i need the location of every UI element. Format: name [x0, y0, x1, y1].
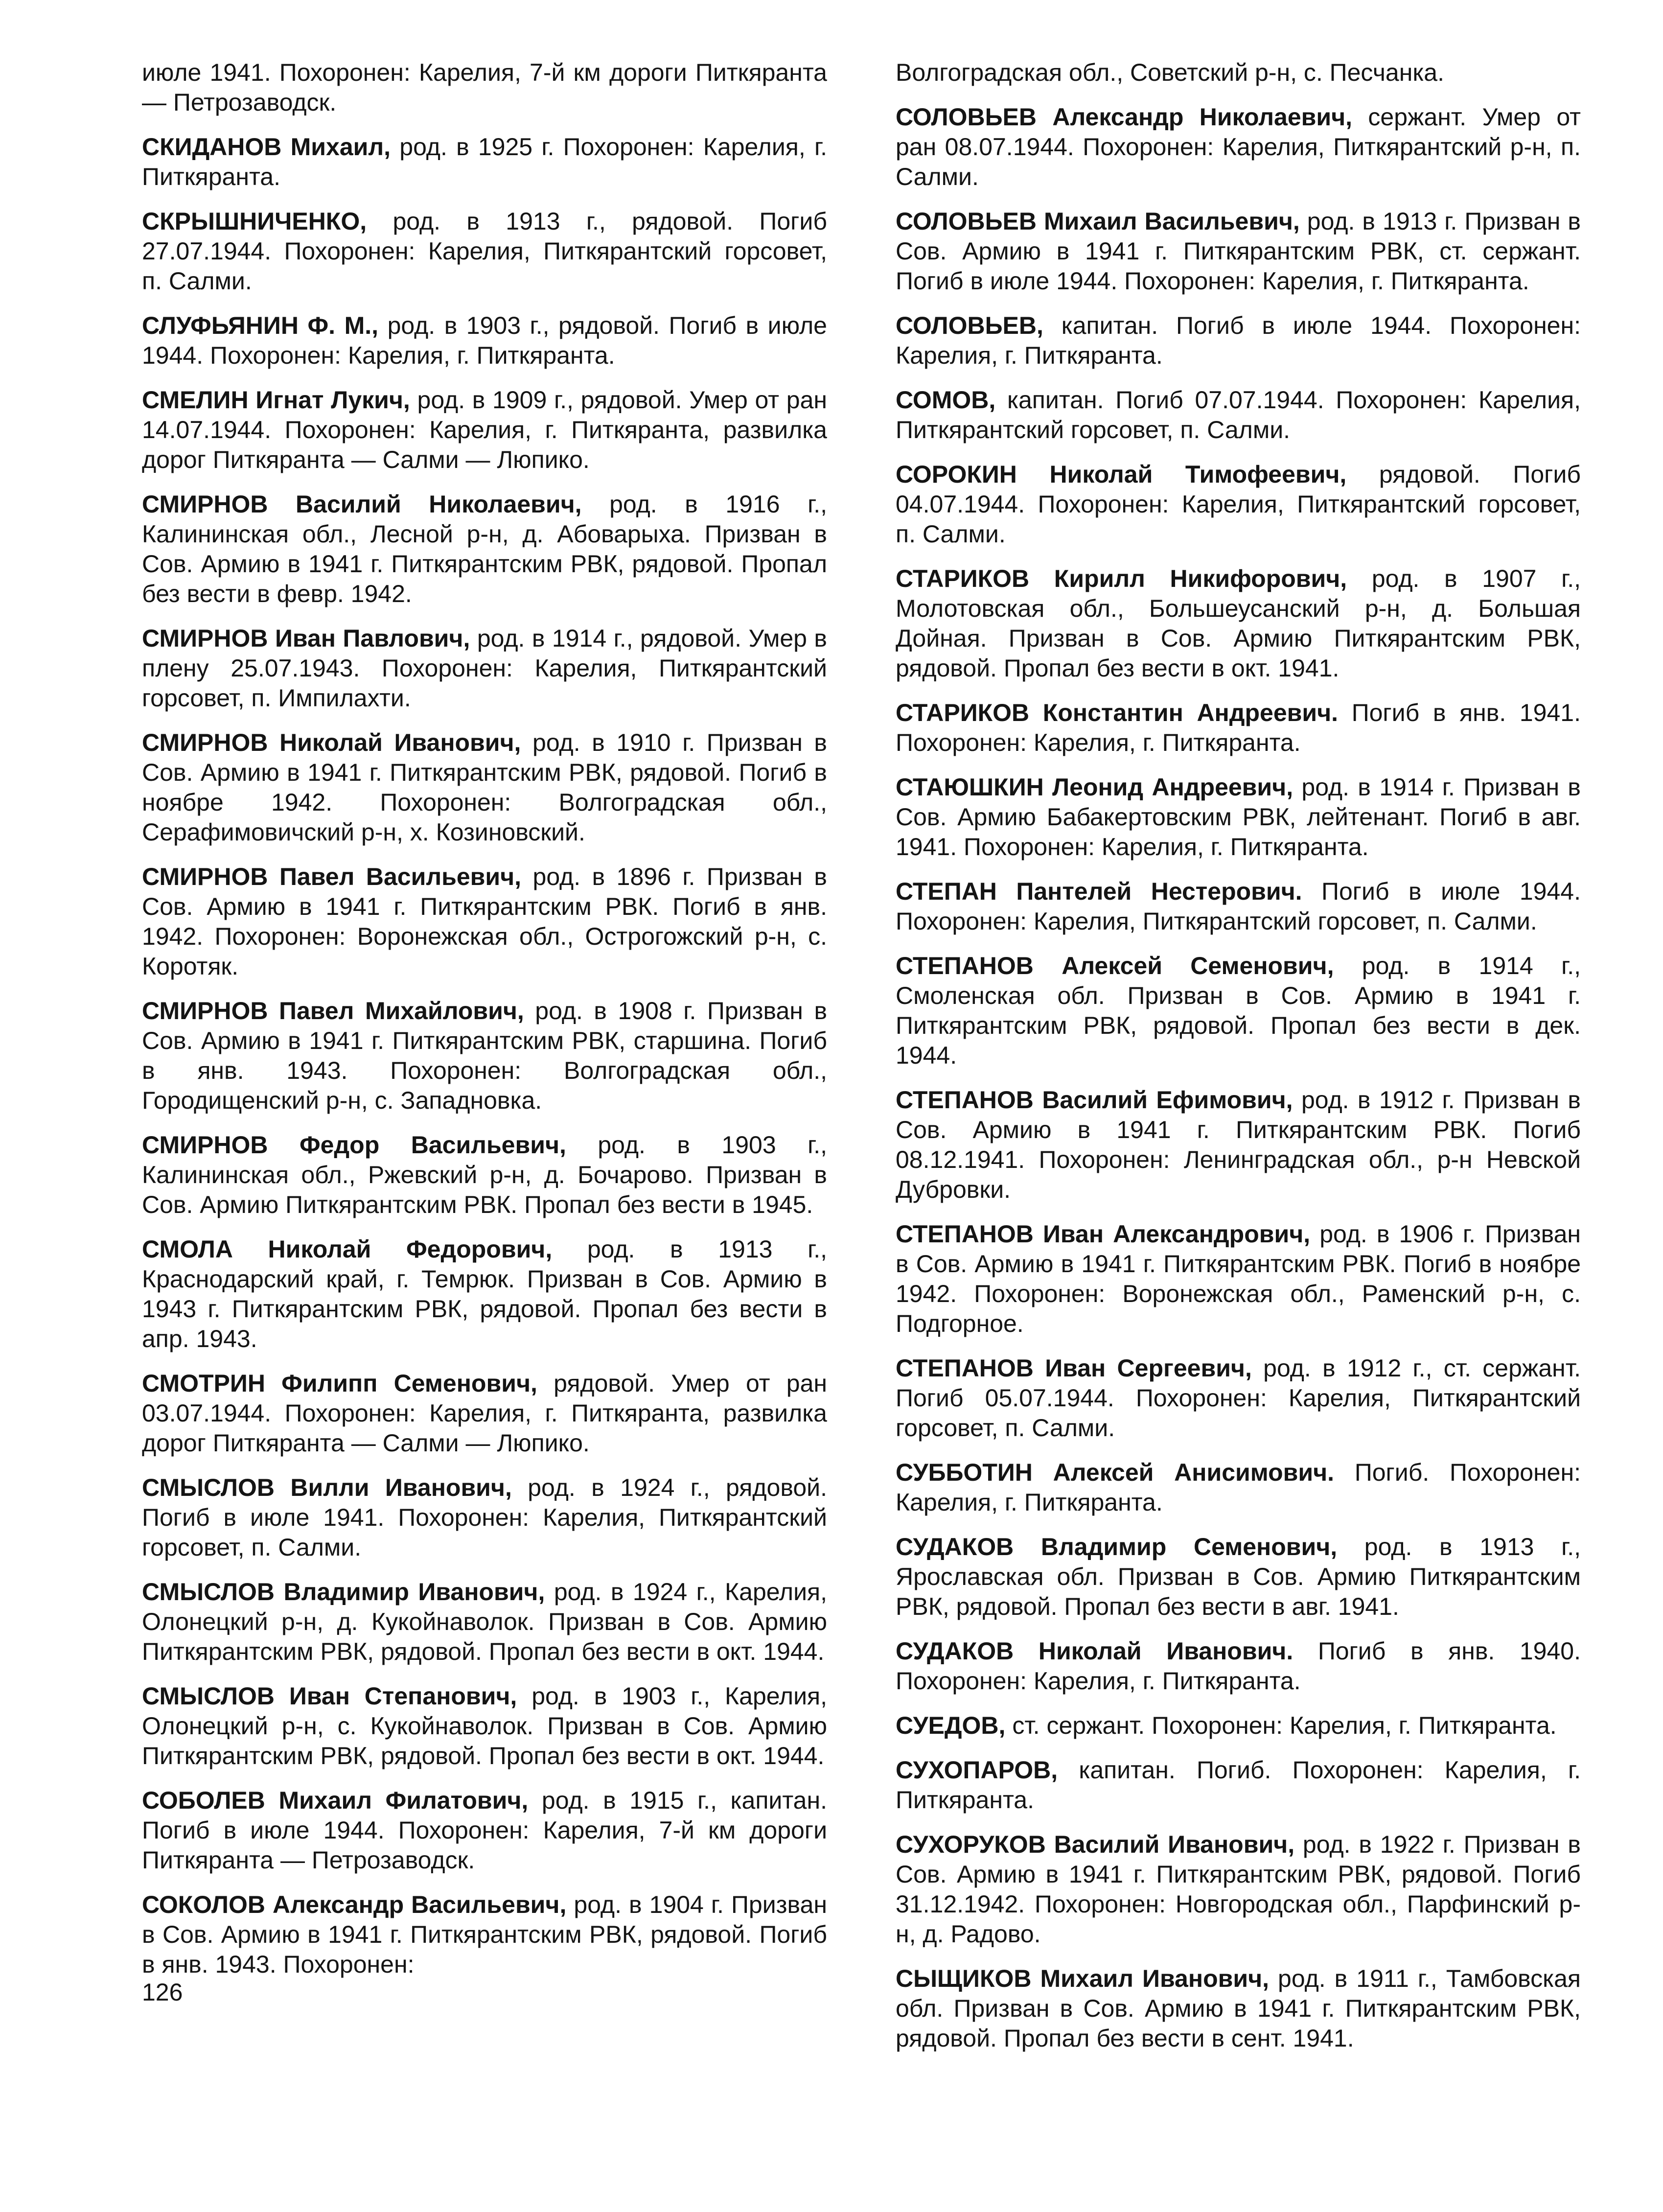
entry-text: род. в 1911 г., Тамбовская обл. Призван в Сов. Армию в 1941 г. Питкярантским РВК, рядовой. Пропал без вести в сент. 1941. — [896, 1965, 1581, 2052]
entry-text: род. в 1914 г., Смоленская обл. Призван в Сов. Армию в 1941 г. Питкярантским РВК, рядовой. Пропал без вести в дек. 1944. — [896, 952, 1581, 1069]
entry-text: сержант. Умер от ран 08.07.1944. Похоронен: Карелия, Питкярантский р-н, п. Салми. — [896, 103, 1581, 190]
entry-text: Погиб в янв. 1940. Похоронен: Карелия, г. Питкяранта. — [896, 1637, 1581, 1695]
memorial-entry — [142, 1234, 827, 1354]
entry-list — [896, 102, 1581, 2053]
memorial-entry — [896, 1458, 1581, 1517]
entry-text: род. в 1913 г., Краснодарский край, г. Темрюк. Призван в Сов. Армию в 1943 г. Питкярантским РВК, рядовой. Пропал без вести в апр. 1943. — [142, 1235, 827, 1352]
memorial-entry — [896, 877, 1581, 936]
entry-text: капитан. Погиб 07.07.1944. Похоронен: Карелия, Питкярантский горсовет, п. Салми. — [896, 386, 1581, 443]
memorial-entry — [142, 624, 827, 713]
entry-text: род. в 1914 г., рядовой. Умер в плену 25.07.1943. Похоронен: Карелия, Питкярантский горсовет, п. Импилахти. — [142, 625, 827, 712]
entry-name: СТАРИКОВ Константин Андреевич. — [896, 699, 1339, 726]
memorial-entry — [896, 460, 1581, 549]
entry-text: род. в 1904 г. Призван в Сов. Армию в 1941 г. Питкярантским РВК, рядовой. Погиб в янв. 1943. Похоронен: — [142, 1891, 827, 1978]
memorial-entry — [896, 1636, 1581, 1696]
entry-name: СМОЛА Николай Федорович, — [142, 1235, 553, 1263]
entry-name: СУЕДОВ, — [896, 1712, 1006, 1739]
memorial-entry — [896, 1219, 1581, 1339]
memorial-entry — [896, 1755, 1581, 1815]
entry-name: СУХОРУКОВ Василий Иванович, — [896, 1831, 1295, 1858]
entry-name: СМЕЛИН Игнат Лукич, — [142, 386, 410, 414]
continuation-text: Волгоградская обл., Советский р-н, с. Песчанка. — [896, 59, 1444, 86]
memorial-entry — [142, 1786, 827, 1875]
entry-text: род. в 1908 г. Призван в Сов. Армию в 1941 г. Питкярантским РВК, старшина. Погиб в янв. 1943. Похоронен: Волгоградская обл., Городищенский р-н, с. Западновка. — [142, 997, 828, 1114]
memorial-entry — [142, 862, 827, 981]
page-number: 126 — [142, 1979, 183, 2006]
entry-name: СОРОКИН Николай Тимофеевич, — [896, 461, 1347, 488]
right-column — [896, 58, 1581, 2068]
entry-text: род. в 1925 г. Похоронен: Карелия, г. Питкяранта. — [142, 133, 827, 190]
memorial-entry — [896, 1711, 1581, 1741]
entry-name: СОКОЛОВ Александр Васильевич, — [142, 1891, 567, 1918]
entry-text: род. в 1913 г., Ярославская обл. Призван в Сов. Армию Питкярантским РВК, рядовой. Пропал без вести в авг. 1941. — [896, 1533, 1581, 1620]
entry-text: род. в 1896 г. Призван в Сов. Армию в 1941 г. Питкярантским РВК. Погиб в янв. 1942. Похоронен: Воронежская обл., Острогожский р-н, с. Коротяк. — [142, 863, 827, 980]
entry-text: капитан. Погиб в июле 1944. Похоронен: Карелия, г. Питкяранта. — [896, 312, 1581, 369]
left-column — [142, 58, 827, 1994]
entry-list — [142, 132, 827, 1979]
entry-text: род. в 1924 г., рядовой. Погиб в июле 1941. Похоронен: Карелия, Питкярантский горсовет, п. Салми. — [142, 1474, 827, 1561]
memorial-entry — [896, 1532, 1581, 1622]
entry-text: род. в 1909 г., рядовой. Умер от ран 14.07.1944. Похоронен: Карелия, г. Питкяранта, развилка дорог Питкяранта — Салми — Люпико. — [142, 386, 827, 473]
entry-name: СТЕПАНОВ Иван Сергеевич, — [896, 1354, 1252, 1382]
memorial-entry — [142, 207, 827, 296]
memorial-entry — [896, 311, 1581, 371]
memorial-entry — [896, 1964, 1581, 2053]
memorial-entry — [896, 1830, 1581, 1949]
entry-text: ст. сержант. Похоронен: Карелия, г. Питкяранта. — [1005, 1712, 1557, 1739]
memorial-entry — [896, 207, 1581, 296]
entry-name: СТЕПАНОВ Василий Ефимович, — [896, 1086, 1293, 1114]
entry-name: СОМОВ, — [896, 386, 996, 414]
memorial-entry — [896, 1085, 1581, 1205]
entry-text: род. в 1907 г., Молотовская обл., Большеусанский р-н, д. Большая Дойная. Призван в Сов. Армию Питкярантским РВК, рядовой. Пропал без вести в окт. 1941. — [896, 565, 1581, 682]
entry-name: СМИРНОВ Павел Михайлович, — [142, 997, 524, 1025]
entry-name: СОБОЛЕВ Михаил Филатович, — [142, 1787, 529, 1814]
entry-name: СУББОТИН Алексей Анисимович. — [896, 1459, 1335, 1486]
entry-name: СМЫСЛОВ Вилли Иванович, — [142, 1474, 512, 1501]
entry-text: род. в 1903 г., Калининская обл., Ржевский р-н, д. Бочарово. Призван в Сов. Армию Питкярантским РВК. Пропал без вести в 1945. — [142, 1131, 828, 1218]
entry-name: СМИРНОВ Василий Николаевич, — [142, 490, 582, 518]
entry-text: род. в 1903 г., Карелия, Олонецкий р-н, с. Кукойнаволок. Призван в Сов. Армию Питкярантским РВК, рядовой. Пропал без вести в окт. 1944. — [142, 1682, 827, 1770]
memorial-entry — [896, 698, 1581, 758]
entry-text: род. в 1922 г. Призван в Сов. Армию в 1941 г. Питкярантским РВК, рядовой. Погиб 31.12.1942. Похоронен: Новгородская обл., Парфинский р-н, д. Радово. — [896, 1831, 1581, 1948]
entry-text: род. в 1924 г., Карелия, Олонецкий р-н, д. Кукойнаволок. Призван в Сов. Армию Питкярантским РВК, рядовой. Пропал без вести в окт. 1944. — [142, 1578, 827, 1665]
entry-name: СМИРНОВ Николай Иванович, — [142, 729, 521, 756]
memorial-entry — [142, 1577, 827, 1667]
memorial-entry — [142, 1369, 827, 1458]
memorial-entry — [142, 1890, 827, 1979]
entry-name: СТЕПАНОВ Алексей Семенович, — [896, 952, 1334, 979]
entry-name: СОЛОВЬЕВ, — [896, 312, 1043, 339]
entry-text: род. в 1915 г., капитан. Погиб в июле 1944. Похоронен: Карелия, 7-й км дороги Питкяранта — Петрозаводск. — [142, 1787, 827, 1874]
entry-name: СЛУФЬЯНИН Ф. М., — [142, 312, 379, 339]
entry-text: рядовой. Умер от ран 03.07.1944. Похоронен: Карелия, г. Питкяранта, развилка дорог Питкяранта — Салми — Люпико. — [142, 1370, 828, 1457]
entry-name: СУХОПАРОВ, — [896, 1756, 1058, 1784]
memorial-entry — [142, 132, 827, 192]
entry-name: СМОТРИН Филипп Семенович, — [142, 1370, 537, 1397]
memorial-entry — [142, 1473, 827, 1562]
entry-text: Погиб. Похоронен: Карелия, г. Питкяранта. — [896, 1459, 1581, 1516]
memorial-entry — [142, 385, 827, 475]
entry-text: рядовой. Погиб 04.07.1944. Похоронен: Карелия, Питкярантский горсовет, п. Салми. — [896, 461, 1581, 548]
memorial-entry — [896, 951, 1581, 1071]
entry-text: род. в 1912 г., ст. сержант. Погиб 05.07.1944. Похоронен: Карелия, Питкярантский горсовет, п. Салми. — [896, 1354, 1581, 1442]
entry-name: СМИРНОВ Павел Васильевич, — [142, 863, 522, 890]
entry-name: СТЕПАНОВ Иван Александрович, — [896, 1220, 1311, 1248]
memorial-entry — [896, 1353, 1581, 1443]
entry-text: род. в 1914 г. Призван в Сов. Армию Бабакертовским РВК, лейтенант. Погиб в авг. 1941. Похоронен: Карелия, г. Питкяранта. — [896, 773, 1581, 861]
entry-text: род. в 1913 г. Призван в Сов. Армию в 1941 г. Питкярантским РВК, ст. сержант. Погиб в июле 1944. Похоронен: Карелия, г. Питкяранта. — [896, 208, 1581, 295]
continuation-text: июле 1941. Похоронен: Карелия, 7-й км дороги Питкяранта — Петрозаводск. — [142, 59, 827, 116]
entry-name: СКИДАНОВ Михаил, — [142, 133, 391, 161]
memorial-entry — [142, 489, 827, 609]
memorial-entry — [142, 996, 827, 1116]
memorial-entry — [142, 1130, 827, 1220]
entry-name: СТАРИКОВ Кирилл Никифорович, — [896, 565, 1347, 592]
entry-name: СМИРНОВ Федор Васильевич, — [142, 1131, 566, 1159]
entry-text: капитан. Погиб. Похоронен: Карелия, г. Питкяранта. — [896, 1756, 1581, 1814]
entry-text: род. в 1903 г., рядовой. Погиб в июле 1944. Похоронен: Карелия, г. Питкяранта. — [142, 312, 827, 369]
entry-name: СЫЩИКОВ Михаил Иванович, — [896, 1965, 1270, 1992]
memorial-entry — [896, 385, 1581, 445]
memorial-entry — [896, 772, 1581, 862]
entry-text: род. в 1906 г. Призван в Сов. Армию в 1941 г. Питкярантским РВК. Погиб в ноябре 1942. Похоронен: Воронежская обл., Раменский р-н, с. Подгорное. — [896, 1220, 1581, 1337]
entry-name: СТАЮШКИН Леонид Андреевич, — [896, 773, 1293, 801]
entry-name: СОЛОВЬЕВ Александр Николаевич, — [896, 103, 1353, 131]
entry-name: СМЫСЛОВ Владимир Иванович, — [142, 1578, 545, 1606]
memorial-entry — [142, 728, 827, 847]
memorial-entry — [896, 564, 1581, 683]
entry-text: род. в 1916 г., Калининская обл., Лесной р-н, д. Абоварыха. Призван в Сов. Армию в 1941 г. Питкярантским РВК, рядовой. Пропал без вести в февр. 1942. — [142, 490, 828, 607]
entry-text: род. в 1912 г. Призван в Сов. Армию в 1941 г. Питкярантским РВК. Погиб 08.12.1941. Похоронен: Ленинградская обл., р-н Невской Дубровки. — [896, 1086, 1581, 1203]
entry-text: род. в 1910 г. Призван в Сов. Армию в 1941 г. Питкярантским РВК, рядовой. Погиб в ноябре 1942. Похоронен: Волгоградская обл., Серафимовичский р-н, х. Козиновский. — [142, 729, 827, 846]
entry-text: Погиб в янв. 1941. Похоронен: Карелия, г. Питкяранта. — [896, 699, 1581, 756]
memorial-entry — [142, 1681, 827, 1771]
entry-text: род. в 1913 г., рядовой. Погиб 27.07.1944. Похоронен: Карелия, Питкярантский горсовет, п. Салми. — [142, 208, 827, 295]
memorial-entry — [896, 102, 1581, 192]
entry-name: СУДАКОВ Владимир Семенович, — [896, 1533, 1338, 1560]
entry-name: СКРЫШНИЧЕНКО, — [142, 208, 367, 235]
entry-name: СТЕПАН Пантелей Нестерович. — [896, 878, 1302, 905]
entry-name: СОЛОВЬЕВ Михаил Васильевич, — [896, 208, 1300, 235]
entry-name: СМЫСЛОВ Иван Степанович, — [142, 1682, 517, 1710]
entry-name: СМИРНОВ Иван Павлович, — [142, 625, 470, 652]
entry-text: Погиб в июле 1944. Похоронен: Карелия, Питкярантский горсовет, п. Салми. — [896, 878, 1581, 935]
entry-name: СУДАКОВ Николай Иванович. — [896, 1637, 1293, 1665]
memorial-entry — [142, 311, 827, 371]
